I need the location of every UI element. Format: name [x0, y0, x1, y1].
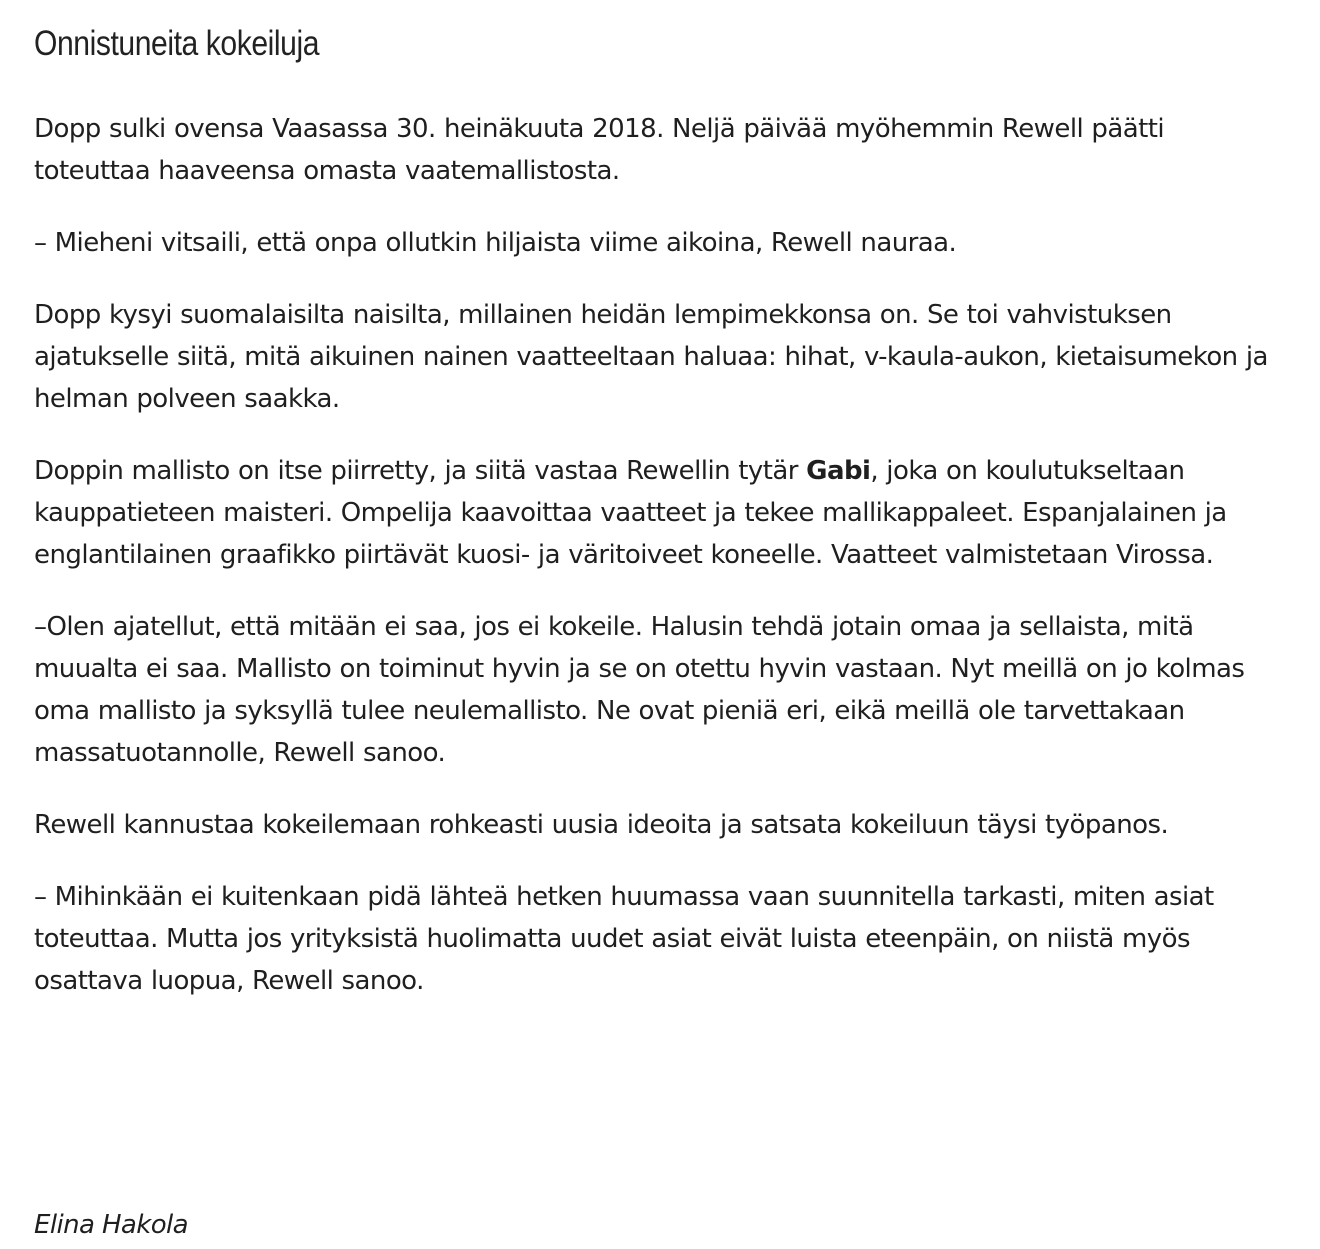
section-heading: Onnistuneita kokeiluja — [34, 24, 320, 63]
paragraph-encouragement: Rewell kannustaa kokeilemaan rohkeasti uusia ideoita ja satsata kokeiluun täysi työpanos. — [34, 810, 1169, 840]
paragraph-final-quote: – Mihinkään ei kuitenkaan pidä lähteä hetken huumassa vaan suunnitella tarkasti, miten asiat toteuttaa. Mutta jos yrityksistä huolimatta uudet asiat eivät luista eteenpäin, on niistä myös osattava luopua, Rewell sanoo. — [34, 882, 1214, 996]
article-body — [34, 108, 1274, 1032]
paragraph-husband-quote: – Mieheni vitsaili, että onpa ollutkin hiljaista viime aikoina, Rewell nauraa. — [34, 228, 957, 258]
collection-text-end: , joka on koulutukseltaan kauppatieteen maisteri. Ompelija kaavoittaa vaatteet ja tekee mallikappaleet. Espanjalainen ja englantilainen graafikko piirtävät kuosi- ja väritoiveet koneelle. Vaatteet valmistetaan Virossa. — [34, 456, 1227, 570]
paragraph-experiment-quote: –Olen ajatellut, että mitään ei saa, jos ei kokeile. Halusin tehdä jotain omaa ja sellaista, mitä muualta ei saa. Mallisto on toiminut hyvin ja se on otettu hyvin vastaan. Nyt meillä on jo kolmas oma mallisto ja syksyllä tulee neulemallisto. Ne ovat pieniä eri, eikä meillä ole tarvettakaan massatuotannolle, Rewell sanoo. — [34, 612, 1245, 768]
paragraph-closing-date: Dopp sulki ovensa Vaasassa 30. heinäkuuta 2018. Neljä päivää myöhemmin Rewell päätti toteuttaa haaveensa omasta vaatemallistosta. — [34, 114, 1165, 186]
collection-text-start: Doppin mallisto on itse piirretty, ja siitä vastaa Rewellin tytär — [34, 456, 807, 486]
paragraph-collection — [34, 450, 1274, 576]
author-byline: Elina Hakola — [34, 1210, 188, 1240]
highlighted-name: Gabi — [806, 456, 871, 486]
paragraph-survey: Dopp kysyi suomalaisilta naisilta, millainen heidän lempimekkonsa on. Se toi vahvistuksen ajatukselle siitä, mitä aikuinen nainen vaatteeltaan haluaa: hihat, v-kaula-aukon, kietaisumekon ja helman polveen saakka. — [34, 300, 1268, 414]
